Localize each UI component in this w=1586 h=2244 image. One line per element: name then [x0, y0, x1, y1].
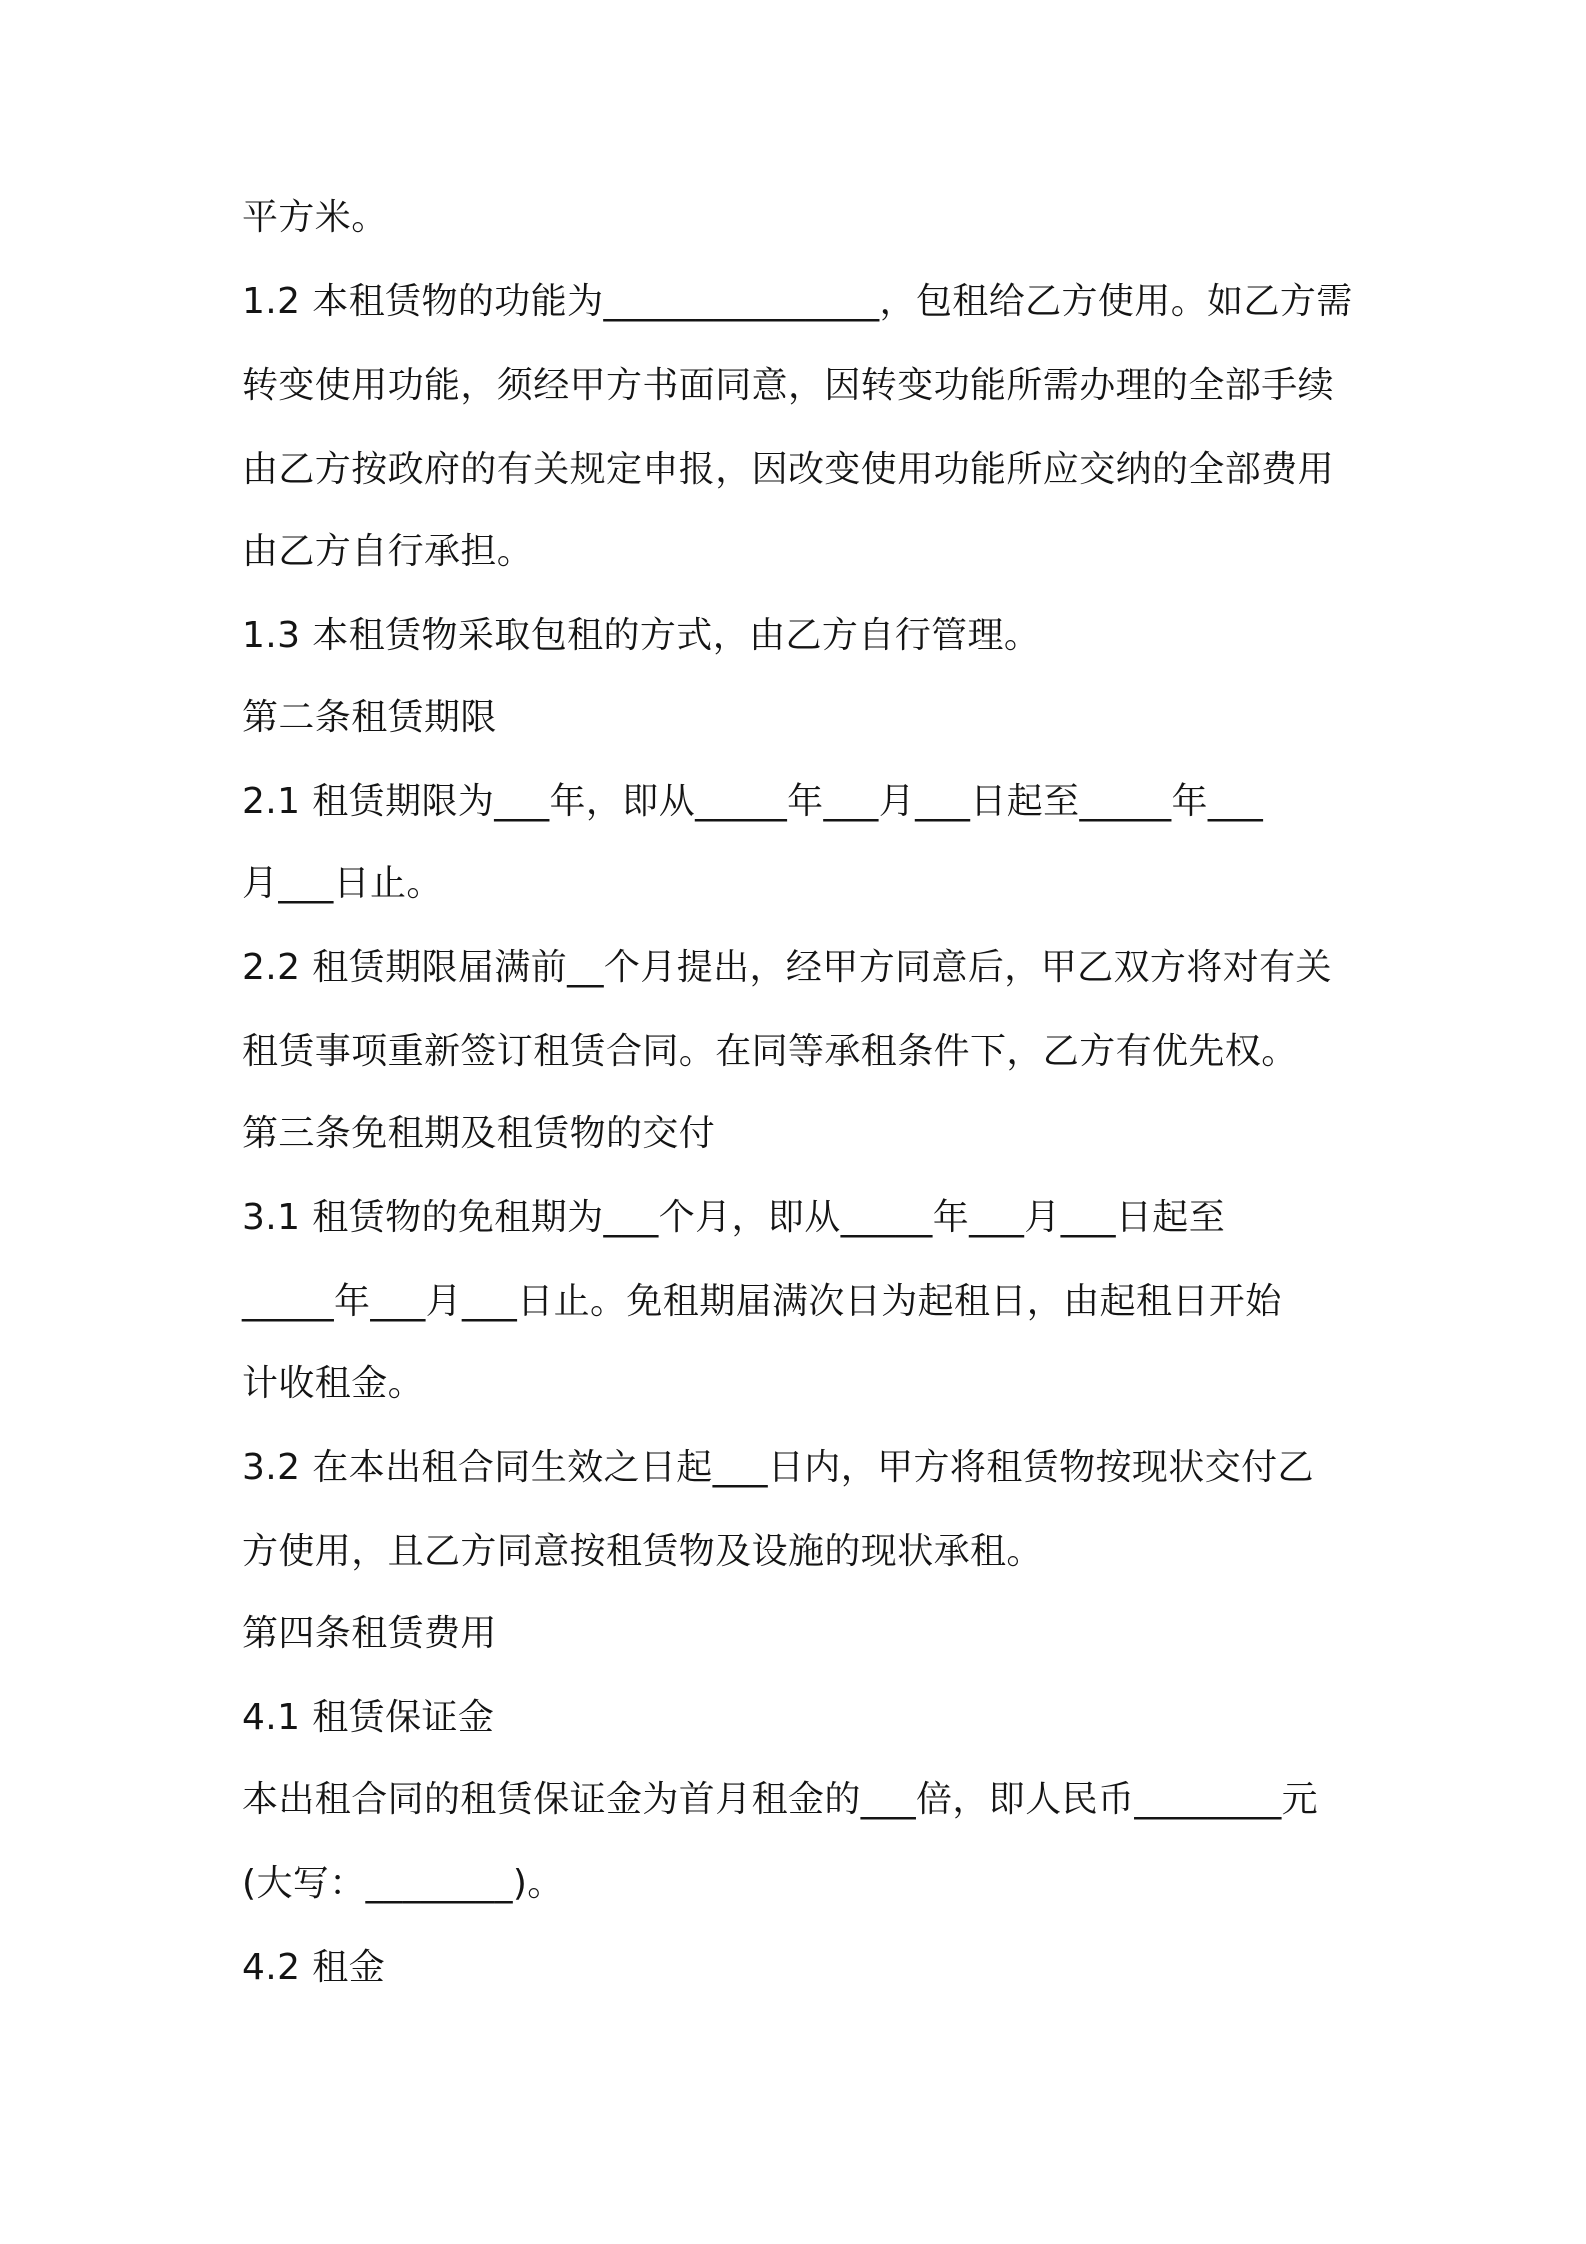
clause-1-2-line-4: 由乙方自行承担。: [242, 531, 534, 572]
clause-3-1-line-2: _____年___月___日止。免租期届满次日为起租日，由起租日开始: [242, 1281, 1282, 1322]
clause-3-2-line-1: 3.2 在本出租合同生效之日起___日内，甲方将租赁物按现状交付乙: [242, 1447, 1314, 1488]
clause-1-3: 1.3 本租赁物采取包租的方式，由乙方自行管理。: [242, 615, 1041, 656]
clause-4-1-line-2: (大写：________)。: [242, 1863, 564, 1904]
clause-3-1-line-1: 3.1 租赁物的免租期为___个月，即从_____年___月___日起至: [242, 1197, 1226, 1238]
clause-2-2-line-1: 2.2 租赁期限届满前__个月提出，经甲方同意后，甲乙双方将对有关: [242, 947, 1332, 988]
clause-1-2-line-3: 由乙方按政府的有关规定申报，因改变使用功能所应交纳的全部费用: [242, 449, 1335, 490]
clause-2-1-line-2: 月___日止。: [242, 863, 443, 904]
clause-2-1-line-1: 2.1 租赁期限为___年，即从_____年___月___日起至_____年___: [242, 781, 1264, 822]
section-heading-article-2: 第二条租赁期限: [242, 697, 497, 738]
clause-3-2-line-2: 方使用，且乙方同意按租赁物及设施的现状承租。: [242, 1531, 1043, 1572]
section-heading-article-4: 第四条租赁费用: [242, 1613, 497, 1654]
clause-1-2-line-1: 1.2 本租赁物的功能为_______________，包租给乙方使用。如乙方需: [242, 281, 1353, 322]
clause-4-2-heading: 4.2 租金: [242, 1947, 386, 1988]
clause-1-2-line-2: 转变使用功能，须经甲方书面同意，因转变功能所需办理的全部手续: [242, 365, 1335, 406]
text-line: 平方米。: [242, 197, 388, 238]
section-heading-article-3: 第三条免租期及租赁物的交付: [242, 1113, 716, 1154]
clause-4-1-heading: 4.1 租赁保证金: [242, 1697, 495, 1738]
clause-3-1-line-3: 计收租金。: [242, 1363, 425, 1404]
clause-4-1-line-1: 本出租合同的租赁保证金为首月租金的___倍，即人民币________元: [242, 1779, 1319, 1820]
clause-2-2-line-2: 租赁事项重新签订租赁合同。在同等承租条件下，乙方有优先权。: [242, 1031, 1298, 1072]
